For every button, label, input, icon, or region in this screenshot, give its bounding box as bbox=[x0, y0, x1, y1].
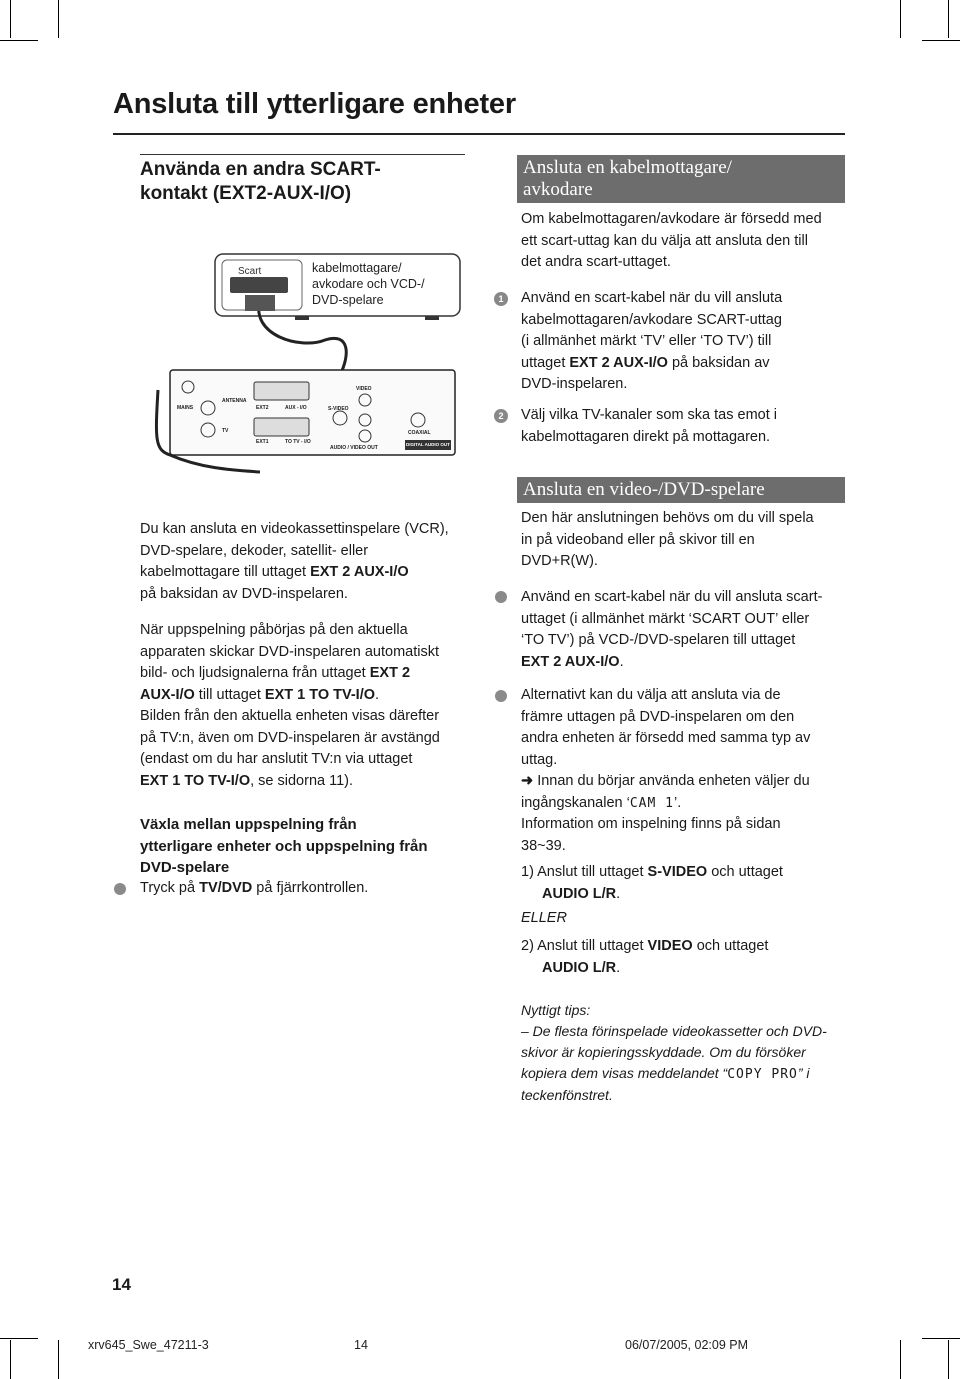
text-line bbox=[521, 862, 851, 884]
text-line bbox=[140, 562, 480, 584]
device-foot bbox=[295, 316, 309, 320]
jack-name: AUDIO L/R bbox=[542, 885, 617, 902]
page-number: 14 bbox=[112, 1275, 131, 1294]
jack-name: EXT 2 AUX-I/O bbox=[521, 653, 620, 670]
tip-title: Nyttigt tips: bbox=[521, 1002, 591, 1018]
device-label-line: avkodare och VCD-/ bbox=[312, 277, 425, 291]
heading-line: Växla mellan uppspelning från bbox=[140, 816, 357, 833]
text-span: kopiera dem visas meddelandet “ bbox=[521, 1065, 728, 1081]
text-line bbox=[521, 771, 851, 793]
text-span: ’. bbox=[673, 794, 682, 811]
cable-step-2 bbox=[521, 405, 851, 448]
scart-label: Scart bbox=[238, 266, 262, 277]
bullet-dot bbox=[495, 690, 507, 702]
scart-plug-top bbox=[245, 295, 275, 311]
text-span: och uttaget bbox=[692, 938, 769, 954]
button-name: TV/DVD bbox=[199, 880, 253, 896]
text-line: Välj vilka TV-kanaler som ska tas emot i bbox=[521, 407, 777, 423]
text-line: främre uttagen på DVD-inspelaren om den bbox=[521, 708, 795, 725]
text-line: ett scart-uttag kan du välja att ansluta den till bbox=[521, 232, 808, 249]
text-line: ‘TO TV’) på VCD-/DVD-spelaren till uttaget bbox=[521, 632, 796, 648]
device-foot bbox=[425, 316, 439, 320]
text-line: – De flesta förinspelade videokassetter och DVD- bbox=[521, 1023, 827, 1039]
section-band-cable bbox=[517, 155, 845, 203]
text-span: ” i bbox=[797, 1065, 810, 1081]
text-span: bild- och ljudsignalerna från uttaget bbox=[140, 665, 370, 681]
device-label bbox=[312, 260, 425, 308]
jack-name: EXT 2 bbox=[369, 665, 411, 681]
crop-mark bbox=[948, 0, 949, 38]
text-span: . bbox=[616, 959, 621, 976]
ext1-port bbox=[254, 418, 309, 436]
dvd-bullet-1 bbox=[521, 587, 851, 673]
crop-mark bbox=[10, 1340, 11, 1379]
bullet-dot bbox=[114, 883, 126, 895]
text-span: . bbox=[619, 653, 624, 670]
text-line bbox=[521, 353, 851, 375]
text-line: Bilden från den aktuella enheten visas därefter bbox=[140, 708, 440, 724]
text-line bbox=[521, 958, 851, 980]
crop-mark bbox=[900, 1340, 901, 1379]
text-line: DVD-spelare, dekoder, satellit- eller bbox=[140, 542, 369, 559]
panel-label-totv: TO TV - I/O bbox=[285, 439, 311, 445]
panel-label-coaxial: COAXIAL bbox=[408, 430, 431, 436]
text-line bbox=[140, 663, 480, 685]
text-line bbox=[521, 936, 851, 958]
text-span: kabelmottagare till uttaget bbox=[140, 564, 311, 580]
scart-port bbox=[230, 277, 288, 293]
text-line: Om kabelmottagaren/avkodare är försedd med bbox=[521, 211, 822, 227]
jack-name: VIDEO bbox=[647, 938, 693, 954]
text-span: . bbox=[616, 885, 621, 902]
step-number: 2 bbox=[494, 409, 508, 423]
crop-mark bbox=[922, 1338, 960, 1339]
text-line: (endast om du har anslutit TV:n via uttaget bbox=[140, 751, 413, 767]
text-line: på TV:n, även om DVD-inspelaren är avstängd bbox=[140, 729, 440, 746]
display-text: CAM 1 bbox=[629, 795, 674, 811]
footer-file: xrv645_Swe_47211-3 bbox=[88, 1338, 209, 1352]
jack-name: EXT 2 AUX-I/O bbox=[310, 564, 409, 580]
text-line bbox=[521, 652, 851, 674]
text-line: på baksidan av DVD-inspelaren. bbox=[140, 585, 348, 602]
jack-name: AUX-I/O bbox=[140, 686, 195, 703]
text-span: , se sidorna 11). bbox=[250, 772, 354, 789]
text-line: När uppspelning påbörjas på den aktuella bbox=[140, 622, 408, 638]
jack-name: AUDIO L/R bbox=[542, 959, 617, 976]
text-line: Du kan ansluta en videokassettinspelare (VCR), bbox=[140, 521, 449, 537]
ext2-port bbox=[254, 382, 309, 400]
crop-mark bbox=[900, 0, 901, 38]
text-line bbox=[521, 1063, 851, 1085]
dvd-bullet-2 bbox=[521, 685, 851, 857]
jack-name: S-VIDEO bbox=[647, 864, 708, 880]
or-label: ELLER bbox=[521, 910, 567, 926]
text-line: andra enheten är försedd med samma typ av bbox=[521, 730, 811, 746]
panel-label-ext1: EXT1 bbox=[256, 439, 269, 445]
device-label-line: DVD-spelare bbox=[312, 293, 384, 307]
crop-mark bbox=[10, 0, 11, 38]
jack-name: EXT 1 TO TV-I/O bbox=[264, 686, 376, 703]
text-line: uttag. bbox=[521, 751, 558, 768]
panel-label-ext2: EXT2 bbox=[256, 405, 269, 411]
text-line: det andra scart-uttaget. bbox=[521, 254, 671, 270]
text-span: Tryck på bbox=[140, 880, 200, 896]
heading-line: kontakt (EXT2-AUX-I/O) bbox=[140, 183, 352, 204]
heading-line: DVD-spelare bbox=[140, 859, 230, 876]
panel-label-audio: AUDIO / VIDEO OUT bbox=[330, 445, 378, 451]
text-span: på baksidan av bbox=[667, 354, 770, 371]
panel-label-svideo: S-VIDEO bbox=[328, 406, 349, 412]
text-span: 1) Anslut till uttaget bbox=[521, 864, 648, 880]
crop-mark bbox=[0, 1338, 38, 1339]
text-line: Den här anslutningen behövs om du vill spela bbox=[521, 510, 814, 526]
text-span: uttaget bbox=[521, 354, 570, 371]
text-line: teckenfönstret. bbox=[521, 1087, 613, 1103]
display-text: COPY PRO bbox=[727, 1067, 798, 1082]
crop-mark bbox=[0, 40, 38, 41]
footer-page: 14 bbox=[354, 1338, 368, 1352]
panel-label-digital: DIGITAL AUDIO OUT bbox=[406, 442, 450, 447]
text-span: . bbox=[375, 686, 380, 703]
step-number: 1 bbox=[494, 292, 508, 306]
text-span: 2) Anslut till uttaget bbox=[521, 938, 648, 954]
section-rule bbox=[140, 154, 465, 155]
heading-line: ytterligare enheter och uppspelning från bbox=[140, 837, 428, 855]
text-line: in på videoband eller på skivor till en bbox=[521, 531, 755, 548]
text-line bbox=[140, 771, 480, 793]
text-line: kabelmottagaren/avkodare SCART-uttag bbox=[521, 311, 782, 328]
jack-name: EXT 2 AUX-I/O bbox=[569, 354, 668, 371]
text-line: Använd en scart-kabel när du vill ansluta bbox=[521, 290, 783, 306]
section-heading-scart bbox=[140, 158, 381, 206]
text-line: skivor är kopieringsskyddade. Om du försöker bbox=[521, 1044, 806, 1060]
left-paragraph-2 bbox=[140, 620, 480, 792]
option-2 bbox=[521, 936, 851, 979]
connection-diagram bbox=[150, 240, 470, 490]
page-title: Ansluta till ytterligare enheter bbox=[113, 88, 516, 120]
option-1 bbox=[521, 862, 851, 905]
bullet-dot bbox=[495, 591, 507, 603]
device-label-line: kabelmottagare/ bbox=[312, 261, 402, 275]
text-line: Information om inspelning finns på sidan bbox=[521, 816, 781, 832]
crop-mark bbox=[58, 0, 59, 38]
text-line: DVD+R(W). bbox=[521, 553, 598, 569]
left-paragraph-1 bbox=[140, 519, 480, 605]
dvd-intro bbox=[521, 508, 851, 573]
cable-intro bbox=[521, 209, 851, 274]
arrow-icon: ➜ bbox=[521, 773, 538, 789]
text-line bbox=[140, 685, 480, 707]
text-line bbox=[521, 884, 851, 906]
text-span: och uttaget bbox=[707, 864, 783, 880]
crop-mark bbox=[58, 1340, 59, 1379]
text-line: DVD-inspelaren. bbox=[521, 376, 628, 392]
text-span: till uttaget bbox=[194, 686, 265, 703]
panel-label-antenna: ANTENNA bbox=[222, 398, 247, 404]
band-line: avkodare bbox=[523, 179, 593, 200]
band-line: Ansluta en kabelmottagare/ bbox=[523, 157, 732, 178]
text-line: uttaget (i allmänhet märkt ‘SCART OUT’ eller bbox=[521, 610, 810, 627]
text-line: apparaten skickar DVD-inspelaren automatiskt bbox=[140, 643, 439, 660]
jack-name: EXT 1 TO TV-I/O bbox=[140, 772, 251, 789]
panel-label-video: VIDEO bbox=[356, 386, 372, 392]
text-line: kabelmottagaren direkt på mottagaren. bbox=[521, 428, 771, 445]
crop-mark bbox=[922, 40, 960, 41]
text-span: på fjärrkontrollen. bbox=[252, 880, 369, 896]
text-line: Alternativt kan du välja att ansluta via de bbox=[521, 687, 781, 703]
switch-step bbox=[140, 878, 368, 900]
text-span: Innan du börjar använda enheten väljer du bbox=[537, 773, 810, 789]
panel-label-mains: MAINS bbox=[177, 405, 194, 411]
text-line: (i allmänhet märkt ‘TV’ eller ‘TO TV’) till bbox=[521, 333, 772, 349]
text-line: Använd en scart-kabel när du vill ansluta scart- bbox=[521, 589, 823, 605]
panel-label-aux: AUX - I/O bbox=[285, 405, 307, 411]
panel-label-tv: TV bbox=[222, 428, 229, 434]
section-band-dvd: Ansluta en video-/DVD-spelare bbox=[517, 477, 845, 503]
crop-mark bbox=[948, 1340, 949, 1379]
text-line: 38~39. bbox=[521, 837, 566, 854]
footer-datetime: 06/07/2005, 02:09 PM bbox=[625, 1338, 749, 1352]
title-rule bbox=[113, 133, 845, 135]
helpful-tip bbox=[521, 1000, 851, 1106]
cable-step-1 bbox=[521, 288, 851, 396]
text-span: ingångskanalen ‘ bbox=[521, 794, 630, 811]
switch-heading bbox=[140, 814, 428, 879]
heading-line: Använda en andra SCART- bbox=[140, 159, 381, 180]
text-line bbox=[521, 793, 851, 815]
